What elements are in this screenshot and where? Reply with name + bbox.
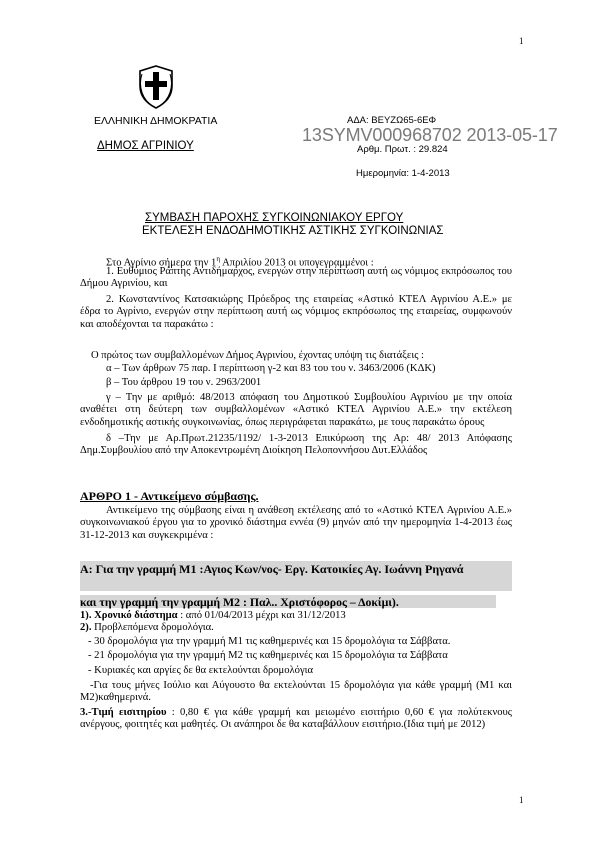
article-1-heading: ΑΡΘΡΟ 1 - Αντικείμενο σύμβασης. bbox=[80, 489, 259, 503]
provision-b: β – Του άρθρου 19 του ν. 2963/2001 bbox=[106, 377, 262, 388]
contract-title: ΣΥΜΒΑΣΗ ΠΑΡΟΧΗΣ ΣΥΓΚΟΙΝΩΝΙΑΚΟΥ ΕΡΓΟΥ bbox=[145, 212, 404, 224]
intro-party-1: 1. Ευθύμιος Ράπτης Αντιδήμαρχος, ενεργών στην περίπτωση αυτή ως νόμιμος εκπρόσωπος του Δήμου Αγρινίου, και bbox=[80, 266, 512, 290]
page-number-bottom: 1 bbox=[519, 795, 524, 805]
municipality-name: ΔΗΜΟΣ ΑΓΡΙΝΙΟΥ bbox=[97, 140, 194, 152]
document-date: Ημερομηνία: 1-4-2013 bbox=[356, 168, 450, 179]
protocol-number: Αρθμ. Πρωτ. : 29.824 bbox=[357, 144, 448, 155]
intro-paragraph-1: Στο Αγρίνιο σήμερα την $1^\eta$ Απριλίου 2013 οι υπογεγραμμένοι : bbox=[106, 255, 374, 269]
item-1: 1). Χρονικό διάστημα : από 01/04/2013 μέχρι και 31/12/2013 bbox=[80, 610, 346, 621]
country-name: ΕΛΛΗΝΙΚΗ ΔΗΜΟΚΡΑΤΙΑ bbox=[94, 115, 218, 127]
article-1-body: Αντικείμενο της σύμβασης είναι η ανάθεση εκτέλεσης από το «Αστικό ΚΤΕΛ Αγρινίου Α.Ε.» συγκοινωνιακού έργου για το χρονικό διάστημα εννέα (9) μηνών από την ημερομηνία 1-4-2013 έως 31-12-2013 και συγκεκριμένα : bbox=[80, 505, 512, 541]
bullet-m2: - 21 δρομολόγια για την γραμμή Μ2 τις καθημερινές και 15 δρομολόγια τα Σάββατα bbox=[88, 650, 448, 661]
provision-c: γ – Την με αριθμό: 48/2013 απόφαση του Δημοτικού Συμβουλίου Αγρινίου με την οποία αναθέτει στη δεύτερη των συμβαλλομένων «Αστικό ΚΤΕΛ Αγρινίου Α.Ε.» την εκτέλεση ενδοδημοτικής αστικής συγκοινωνίας, όπως περιγράφεται παρακάτω, με τους παρακάτω όρους bbox=[80, 392, 512, 428]
provision-a: α – Των άρθρων 75 παρ. Ι περίπτωση γ-2 και 83 του του ν. 3463/2006 (ΚΔΚ) bbox=[106, 363, 436, 374]
ada-code: ΑΔΑ: ΒΕΥΖΩ65-6ΕΦ bbox=[347, 115, 437, 126]
bullet-holidays: - Κυριακές και αργίες δε θα εκτελούνται δρομολόγια bbox=[88, 665, 314, 676]
bullet-m1: - 30 δρομολόγια για την γραμμή Μ1 τις καθημερινές και 15 δρομολόγια τα Σάββατα. bbox=[88, 636, 451, 647]
intro-party-2: 2. Κωνσταντίνος Κατσακιώρης Πρόεδρος της εταιρείας «Αστικό ΚΤΕΛ Αγρινίου Α.Ε.» με έδρα το Αγρίνιο, ενεργών στην περίπτωση αυτή ως νόμιμος εκπρόσωπος της εταιρείας, συμφωνούν και αποδέχονται τα παρακάτω : bbox=[80, 294, 512, 330]
provision-d: δ –Την με Αρ.Πρωτ.21235/1192/ 1-3-2013 Επικύρωση της Αρ: 48/ 2013 Απόφασης Δημ.Συμβουλίου από την Αποκεντρωμένη Διοίκηση Πελοποννήσου Δυτ.Ελλάδος bbox=[80, 433, 512, 457]
registry-stamp: 13SYMV000968702 2013-05-17 bbox=[302, 125, 558, 145]
page-number-top: 1 bbox=[519, 36, 524, 46]
contract-subtitle: ΕΚΤΕΛΕΣΗ ΕΝΔΟΔΗΜΟΤΙΚΗΣ ΑΣΤΙΚΗΣ ΣΥΓΚΟΙΝΩΝΙΑΣ bbox=[142, 225, 444, 237]
item-3: 3.-Τιμή εισιτηρίου : 0,80 € για κάθε γραμμή και μειωμένο εισιτήριο 0,60 € για πολύτεκνους ανέργους, φοιτητές και μαθητές. Οι ανάπηροι δε θα καταβάλλουν εισιτήριο.(Ιδια τιμή με 2012) bbox=[80, 707, 513, 731]
provisions-lead: Ο πρώτος των συμβαλλομένων Δήμος Αγρινίου, έχοντας υπόψη τις διατάξεις : bbox=[91, 350, 424, 361]
section-a-line-1: Α: Για την γραμμή Μ1 :Αγιος Κων/νος- Εργ. Κατοικίες Αγ. Ιωάννη Ρηγανά bbox=[80, 562, 464, 576]
item-2: 2). Προβλεπόμενα δρομολόγια. bbox=[80, 622, 214, 633]
section-a-line-2: και την γραμμή την γραμμή Μ2 : Παλ.. Χριστόφορος – Δοκίμι). bbox=[80, 595, 399, 609]
greek-emblem-icon bbox=[136, 64, 176, 110]
summer-schedule: -Για τους μήνες Ιούλιο και Αύγουστο θα εκτελούνται 15 δρομολόγια για κάθε γραμμή (Μ1 και Μ2)καθημερινά. bbox=[80, 680, 512, 704]
